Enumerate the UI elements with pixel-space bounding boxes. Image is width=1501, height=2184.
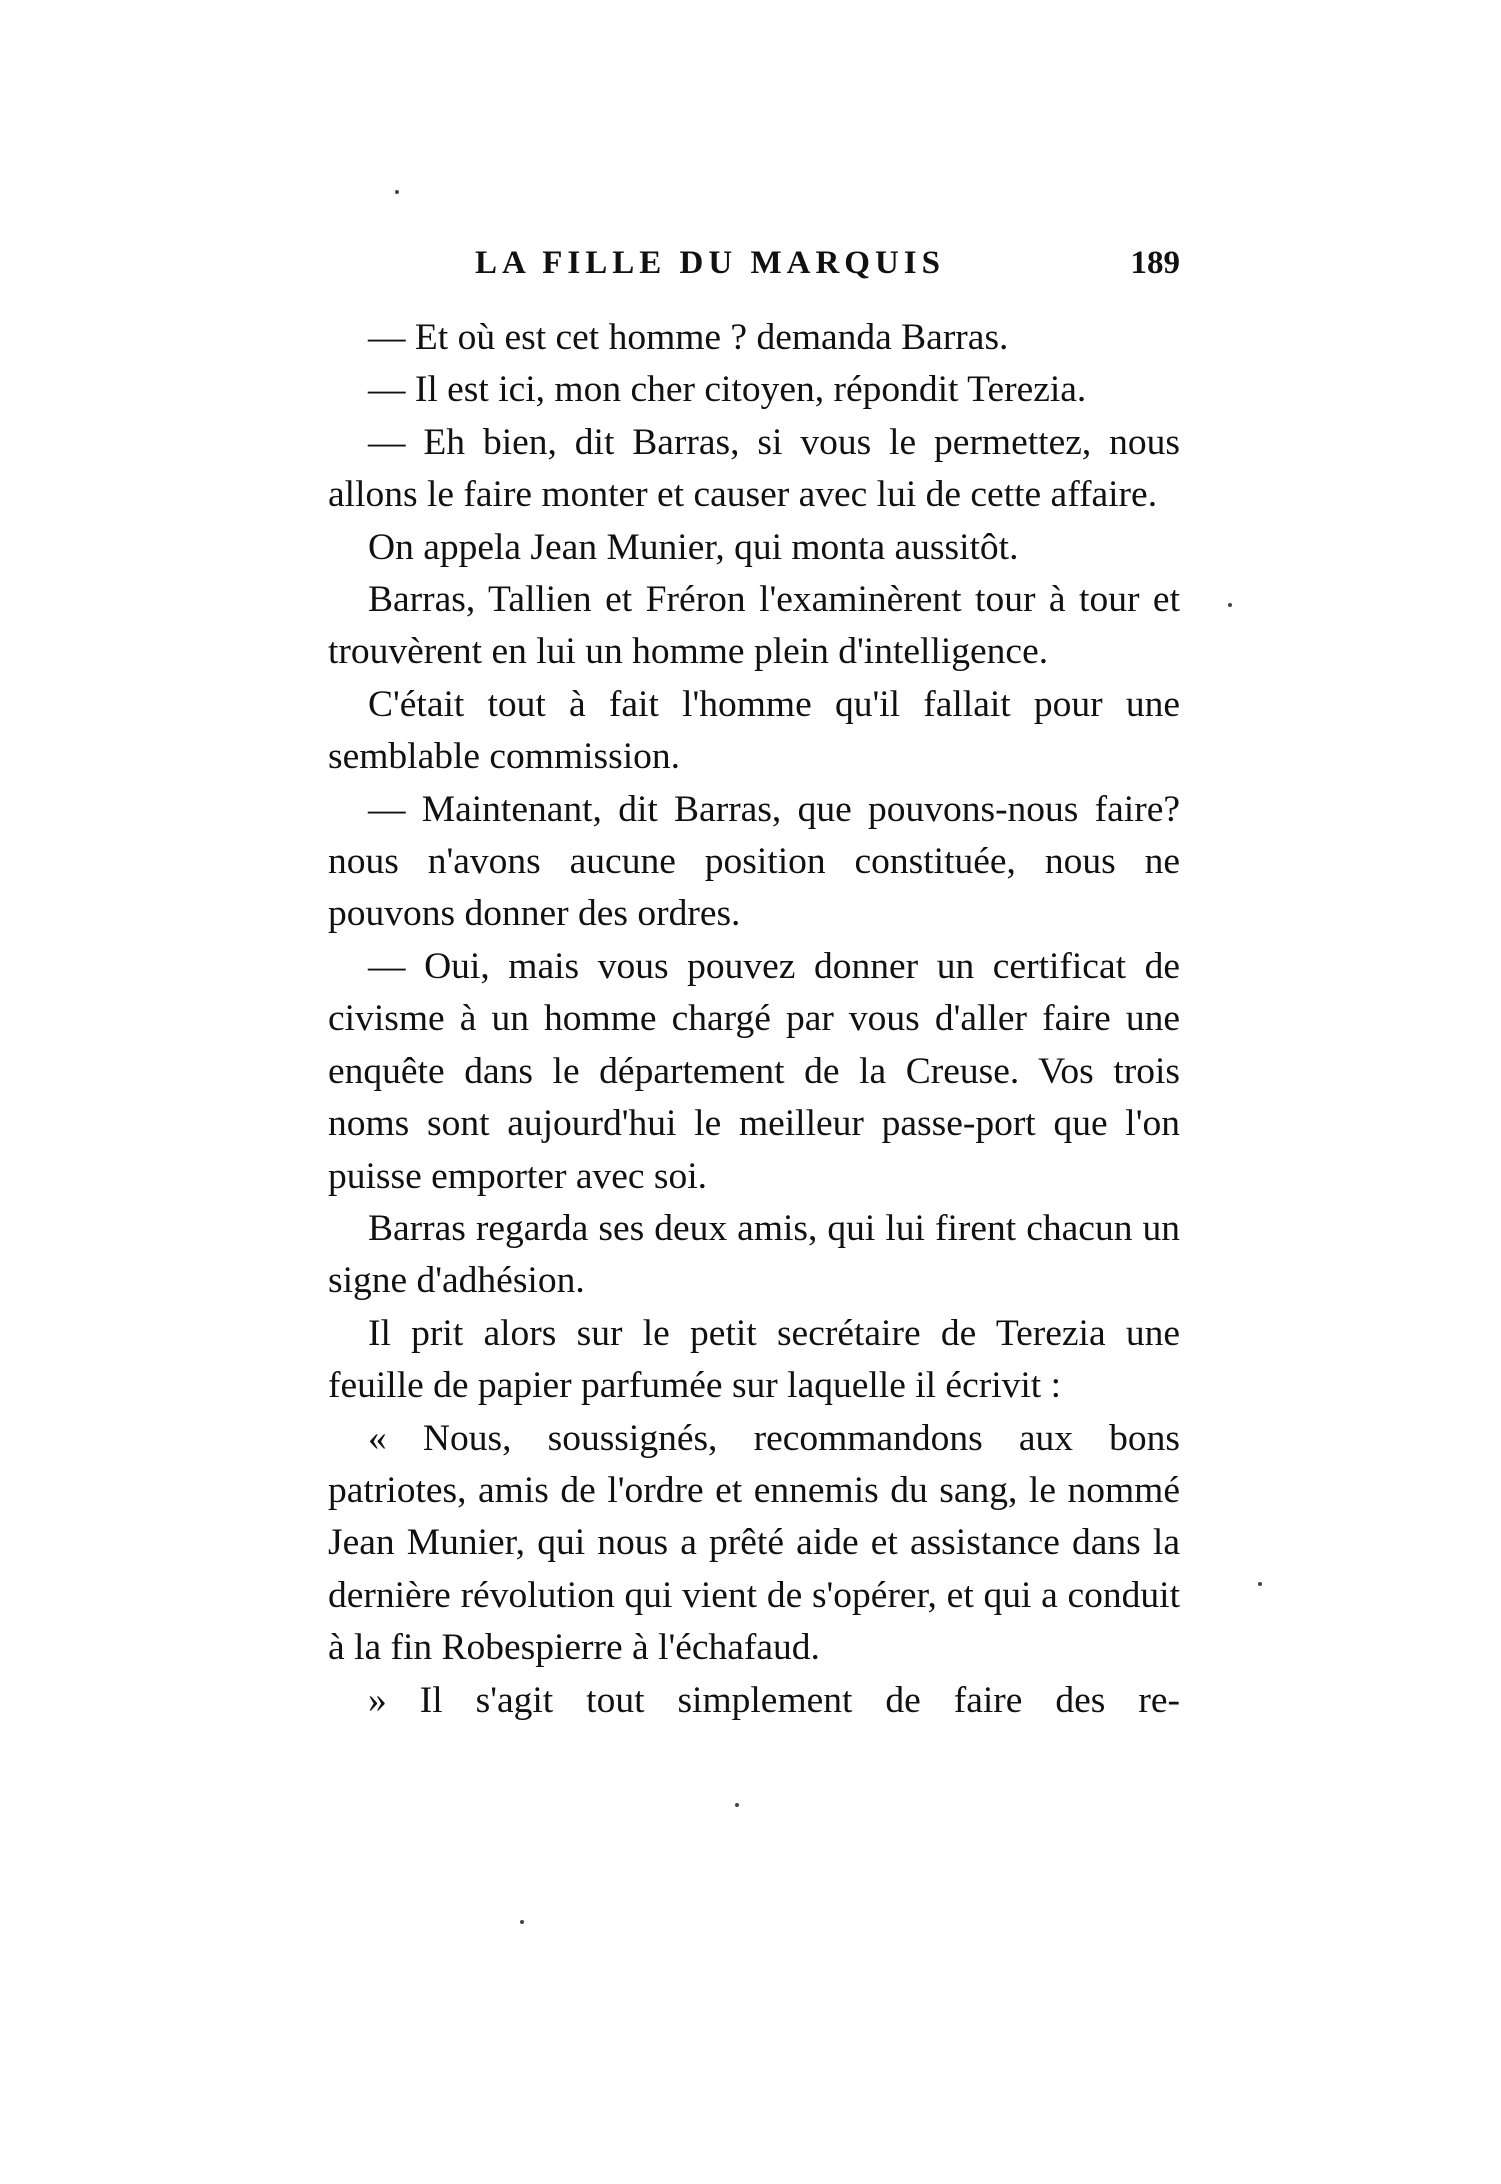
- ink-speck: [520, 1920, 524, 1924]
- ink-speck: [1228, 603, 1232, 607]
- running-head: [330, 245, 1180, 295]
- paragraph: Il prit alors sur le petit secrétaire de Terezia une feuille de papier parfumée sur laquelle il écrivit :: [328, 1312, 1180, 1407]
- paragraph: — Oui, mais vous pouvez donner un certificat de civisme à un homme chargé par vous d'aller faire une enquête dans le département de la Creuse. Vos trois noms sont aujourd'hui le meilleur passe-port que l'on puisse emporter avec soi.: [328, 945, 1180, 1197]
- paragraph: C'était tout à fait l'homme qu'il fallait pour une semblable commission.: [328, 683, 1180, 778]
- paragraph-continued: » Il s'agit tout simplement de faire des re-: [368, 1679, 1180, 1721]
- running-head-title: LA FILLE DU MARQUIS: [475, 245, 945, 281]
- ink-speck: [735, 1803, 739, 1807]
- paragraph: — Maintenant, dit Barras, que pouvons-nous faire? nous n'avons aucune position constituée, nous ne pouvons donner des ordres.: [328, 788, 1180, 935]
- paragraph: Barras, Tallien et Fréron l'examinèrent tour à tour et trouvèrent en lui un homme plein d'intelligence.: [328, 579, 1180, 673]
- ink-speck: [395, 190, 399, 194]
- paragraph: On appela Jean Munier, qui monta aussitôt.: [368, 526, 1019, 568]
- body-text: [328, 312, 1180, 1727]
- paragraph: — Il est ici, mon cher citoyen, répondit Terezia.: [368, 369, 1087, 411]
- ink-speck: [1258, 1582, 1262, 1586]
- paragraph: — Et où est cet homme ? demanda Barras.: [368, 317, 1009, 358]
- paragraph: « Nous, soussignés, recommandons aux bons patriotes, amis de l'ordre et ennemis du sang, le nommé Jean Munier, qui nous a prêté aide et assistance dans la dernière révolution qui vient de s'opérer, et qui a conduit à la fin Robespierre à l'échafaud.: [328, 1417, 1180, 1669]
- page-number: 189: [1130, 245, 1180, 281]
- paragraph: — Eh bien, dit Barras, si vous le permettez, nous allons le faire monter et causer avec lui de cette affaire.: [328, 421, 1180, 516]
- paragraph: Barras regarda ses deux amis, qui lui firent chacun un signe d'adhésion.: [328, 1207, 1180, 1302]
